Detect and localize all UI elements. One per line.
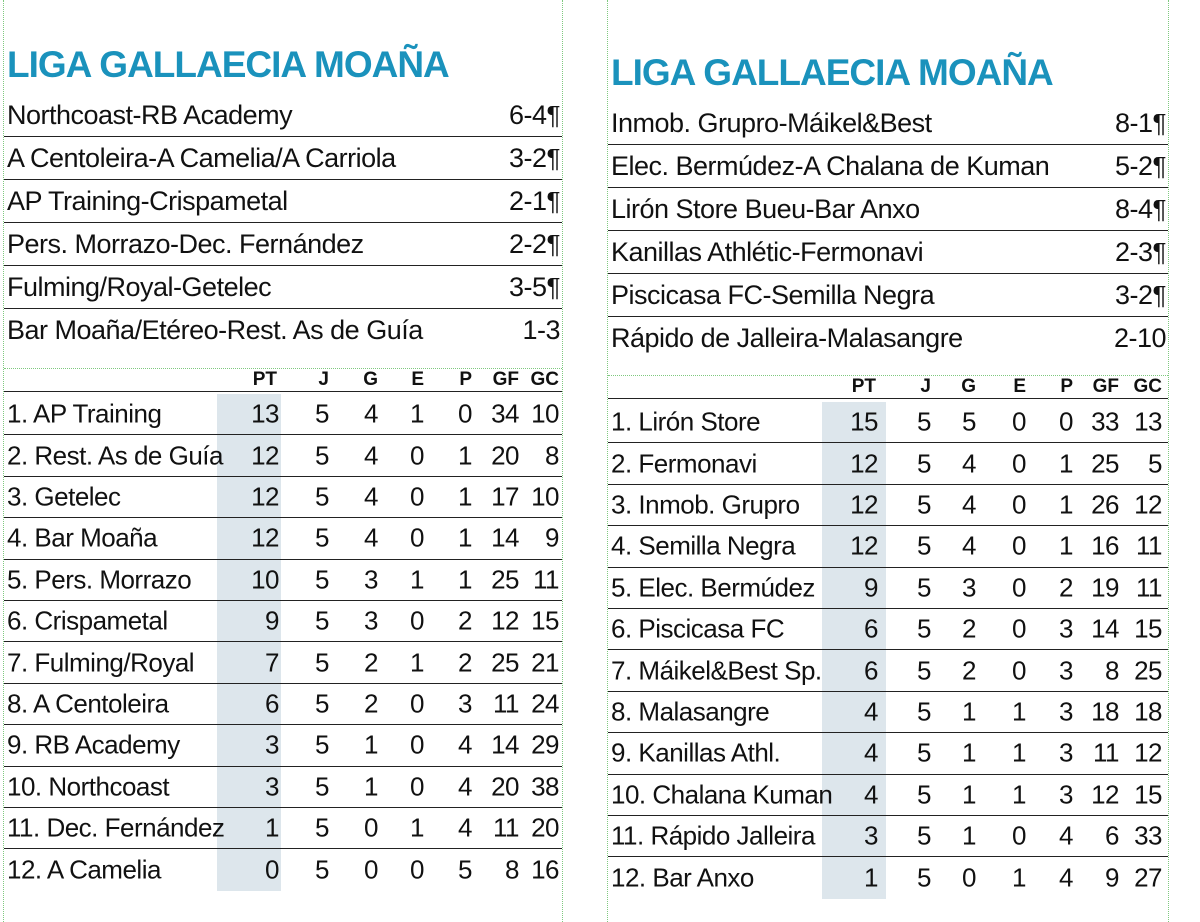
team-name: 3. Getelec (7, 481, 121, 512)
standings-row (4, 394, 562, 435)
match-teams: Kanillas Athlétic-Fermonavi (611, 236, 924, 267)
stat-j: 5 (917, 779, 931, 810)
stat-gc: 15 (1134, 613, 1162, 644)
stat-pt: 3 (265, 729, 279, 760)
stat-gc: 9 (545, 522, 559, 553)
stat-j: 5 (917, 406, 931, 437)
stat-j: 5 (917, 862, 931, 893)
standings-row (4, 808, 562, 849)
match-result-row (4, 309, 562, 352)
stat-g: 1 (962, 779, 976, 810)
stat-pt: 12 (850, 448, 878, 479)
stat-gc: 27 (1134, 862, 1162, 893)
stat-gf: 18 (1091, 696, 1119, 727)
stat-gc: 25 (1134, 655, 1162, 686)
stat-j: 5 (315, 522, 329, 553)
stat-pt: 9 (265, 605, 279, 636)
match-score: 2-10 (1113, 323, 1166, 353)
stat-e: 0 (1012, 448, 1026, 479)
stat-e: 0 (410, 854, 424, 885)
stat-pt: 4 (864, 737, 878, 768)
stat-gc: 16 (531, 854, 559, 885)
stat-gc: 29 (531, 729, 559, 760)
stat-pt: 9 (864, 572, 878, 603)
stat-e: 0 (410, 729, 424, 760)
stat-p: 3 (1059, 655, 1073, 686)
stat-gf: 25 (1091, 448, 1119, 479)
standings-row (608, 526, 1168, 567)
match-score: 1-3 (522, 315, 560, 345)
stat-g: 0 (962, 862, 976, 893)
stat-e: 0 (1012, 530, 1026, 561)
stat-j: 5 (315, 440, 329, 471)
column-header-gf: GF (492, 369, 519, 390)
stat-g: 4 (364, 522, 378, 553)
stat-gc: 24 (531, 688, 559, 719)
match-teams: Bar Moaña/Etéreo-Rest. As de Guía (7, 315, 423, 345)
team-name: 10. Northcoast (7, 771, 170, 802)
stat-p: 4 (1059, 820, 1073, 851)
stat-g: 4 (962, 448, 976, 479)
stat-g: 4 (962, 530, 976, 561)
stat-j: 5 (315, 688, 329, 719)
standings-row (4, 518, 562, 559)
match-teams: Northcoast-RB Academy (7, 99, 293, 130)
team-name: 5. Pers. Morrazo (7, 564, 192, 595)
stat-gf: 14 (491, 522, 519, 553)
stat-e: 0 (1012, 820, 1026, 851)
standings-row (4, 435, 562, 476)
standings-row (608, 733, 1168, 774)
stat-g: 1 (364, 729, 378, 760)
match-teams: Elec. Bermúdez-A Chalana de Kuman (611, 150, 1050, 181)
stat-gc: 15 (1134, 779, 1162, 810)
column-header-p: P (1060, 376, 1073, 397)
league-title: LIGA GALLAECIA MOAÑA (7, 44, 449, 85)
stat-e: 0 (1012, 613, 1026, 644)
standings-row (4, 642, 562, 683)
column-header-e: E (1013, 376, 1026, 397)
standings-row (4, 849, 562, 890)
team-name: 8. A Centoleira (7, 688, 169, 719)
stat-g: 1 (962, 737, 976, 768)
stat-p: 3 (458, 688, 472, 719)
stat-g: 4 (364, 481, 378, 512)
stat-e: 0 (410, 440, 424, 471)
match-teams: Piscicasa FC-Semilla Negra (611, 279, 935, 310)
stat-pt: 3 (265, 771, 279, 802)
match-result-row (608, 188, 1168, 231)
stat-g: 1 (962, 696, 976, 727)
column-header-pt: PT (851, 376, 876, 397)
stat-gf: 20 (491, 771, 519, 802)
team-name: 7. Fulming/Royal (7, 647, 195, 678)
team-name: 12. Bar Anxo (611, 862, 754, 893)
stat-g: 5 (962, 406, 976, 437)
stat-gc: 10 (531, 398, 559, 429)
stat-p: 1 (1059, 448, 1073, 479)
column-header-g: G (961, 376, 976, 397)
team-name: 12. A Camelia (7, 854, 161, 885)
stat-e: 0 (1012, 489, 1026, 520)
stat-j: 5 (917, 489, 931, 520)
standings-row (608, 692, 1168, 733)
stat-pt: 4 (864, 779, 878, 810)
stat-gf: 8 (1105, 655, 1119, 686)
left-column (3, 0, 563, 922)
stat-j: 5 (315, 647, 329, 678)
stat-g: 1 (962, 820, 976, 851)
standings-row (608, 485, 1168, 526)
team-name: 6. Crispametal (7, 605, 168, 636)
stat-gf: 12 (1091, 779, 1119, 810)
stat-pt: 12 (850, 489, 878, 520)
stat-pt: 0 (265, 854, 279, 885)
match-teams: Fulming/Royal-Getelec (7, 271, 272, 302)
stat-pt: 6 (864, 655, 878, 686)
stat-j: 5 (917, 655, 931, 686)
team-name: 11. Rápido Jalleira (611, 820, 815, 851)
stat-e: 1 (1012, 737, 1026, 768)
stat-j: 5 (315, 398, 329, 429)
stat-gf: 17 (491, 481, 519, 512)
stat-e: 1 (1012, 696, 1026, 727)
standings-row (4, 560, 562, 601)
stat-j: 5 (315, 771, 329, 802)
stat-gf: 20 (491, 440, 519, 471)
column-header-j: J (920, 376, 931, 397)
stat-g: 4 (364, 440, 378, 471)
team-name: 8. Malasangre (611, 696, 770, 727)
match-result-row (4, 266, 562, 309)
stat-p: 4 (458, 812, 472, 843)
standings-row (4, 684, 562, 725)
stat-p: 0 (458, 398, 472, 429)
standings-row (608, 609, 1168, 650)
match-result-row (608, 145, 1168, 188)
match-score: 2-1 ¶ (509, 186, 560, 217)
stat-g: 0 (364, 854, 378, 885)
stat-pt: 10 (251, 564, 279, 595)
stat-g: 3 (364, 564, 378, 595)
stat-gc: 11 (1136, 572, 1162, 603)
match-result-row (608, 317, 1168, 360)
stat-e: 0 (410, 522, 424, 553)
stat-p: 1 (458, 440, 472, 471)
stat-gf: 16 (1091, 530, 1119, 561)
stat-j: 5 (315, 481, 329, 512)
column-header-e: E (411, 369, 424, 390)
team-name: 7. Máikel&Best Sp. (611, 655, 822, 686)
stat-e: 0 (1012, 655, 1026, 686)
stat-g: 4 (962, 489, 976, 520)
stat-pt: 12 (850, 530, 878, 561)
stat-j: 5 (315, 812, 329, 843)
team-name: 9. Kanillas Athl. (611, 737, 781, 768)
stat-j: 5 (315, 729, 329, 760)
match-score: 6-4 ¶ (509, 100, 560, 131)
column-header-p: P (459, 369, 472, 390)
stat-gc: 12 (1134, 489, 1162, 520)
stat-gf: 11 (493, 812, 519, 843)
stat-pt: 7 (265, 647, 279, 678)
stat-j: 5 (917, 820, 931, 851)
stat-j: 5 (917, 737, 931, 768)
stat-p: 4 (458, 771, 472, 802)
column-header-gc: GC (1133, 376, 1162, 397)
team-name: 2. Fermonavi (611, 448, 757, 479)
stat-j: 5 (315, 605, 329, 636)
standings-header (608, 375, 1168, 399)
stat-gc: 8 (545, 440, 559, 471)
team-name: 4. Semilla Negra (611, 530, 796, 561)
stat-gf: 6 (1105, 820, 1119, 851)
stat-gf: 12 (491, 605, 519, 636)
stat-gf: 14 (491, 729, 519, 760)
stat-e: 0 (410, 605, 424, 636)
stat-pt: 1 (864, 862, 878, 893)
stat-pt: 12 (251, 481, 279, 512)
stat-p: 2 (1059, 572, 1073, 603)
stat-g: 2 (962, 613, 976, 644)
standings-header (4, 368, 562, 392)
stat-gc: 11 (1136, 530, 1162, 561)
league-title: LIGA GALLAECIA MOAÑA (611, 52, 1053, 93)
standings-row (608, 402, 1168, 443)
right-column (607, 0, 1169, 922)
team-name: 2. Rest. As de Guía (7, 440, 223, 471)
stat-gc: 5 (1148, 448, 1162, 479)
stat-e: 1 (410, 812, 424, 843)
stat-p: 2 (458, 605, 472, 636)
stat-gc: 15 (531, 605, 559, 636)
standings-row (608, 568, 1168, 609)
team-name: 11. Dec. Fernández (7, 812, 225, 843)
match-teams: A Centoleira-A Camelia/A Carriola (7, 142, 396, 173)
stat-e: 0 (410, 688, 424, 719)
stat-gf: 11 (493, 688, 519, 719)
stat-gf: 11 (1093, 737, 1119, 768)
stat-j: 5 (917, 613, 931, 644)
stat-pt: 6 (265, 688, 279, 719)
team-name: 1. AP Training (7, 398, 162, 429)
stat-gf: 25 (491, 564, 519, 595)
stat-p: 3 (1059, 779, 1073, 810)
stat-pt: 15 (850, 406, 878, 437)
stat-p: 3 (1059, 696, 1073, 727)
match-result-row (4, 180, 562, 223)
stat-j: 5 (917, 696, 931, 727)
stat-gc: 12 (1134, 737, 1162, 768)
stat-p: 1 (458, 564, 472, 595)
match-score: 3-2 ¶ (1115, 280, 1166, 311)
column-header-g: G (363, 369, 378, 390)
column-header-j: J (318, 369, 329, 390)
stat-gc: 33 (1134, 820, 1162, 851)
team-name: 6. Piscicasa FC (611, 613, 785, 644)
match-score: 5-2 ¶ (1115, 151, 1166, 182)
stat-p: 3 (1059, 737, 1073, 768)
column-header-pt: PT (252, 369, 277, 390)
match-score: 8-4 ¶ (1115, 194, 1166, 225)
standings-row (4, 601, 562, 642)
standings-row (4, 477, 562, 518)
stat-j: 5 (315, 564, 329, 595)
stat-g: 2 (364, 688, 378, 719)
match-score: 8-1 ¶ (1115, 108, 1166, 139)
stat-e: 1 (410, 564, 424, 595)
stat-p: 1 (458, 481, 472, 512)
match-teams: Pers. Morrazo-Dec. Fernández (7, 228, 364, 259)
stat-j: 5 (917, 572, 931, 603)
stat-e: 0 (1012, 406, 1026, 437)
match-teams: Inmob. Grupro-Máikel&Best (611, 107, 932, 138)
stat-j: 5 (917, 530, 931, 561)
team-name: 1. Lirón Store (611, 406, 761, 437)
stat-gf: 9 (1105, 862, 1119, 893)
standings-row (608, 443, 1168, 484)
team-name: 3. Inmob. Grupro (611, 489, 800, 520)
stat-gf: 33 (1091, 406, 1119, 437)
stat-gf: 8 (505, 854, 519, 885)
stat-g: 3 (364, 605, 378, 636)
standings-row (4, 725, 562, 766)
stat-p: 0 (1059, 406, 1073, 437)
stat-gc: 11 (533, 564, 559, 595)
match-result-row (608, 231, 1168, 274)
team-name: 4. Bar Moaña (7, 522, 158, 553)
stat-p: 1 (1059, 489, 1073, 520)
stat-gf: 34 (491, 398, 519, 429)
stat-pt: 3 (864, 820, 878, 851)
stat-e: 0 (410, 481, 424, 512)
stat-e: 1 (410, 398, 424, 429)
match-score: 3-5 ¶ (509, 272, 560, 303)
stat-g: 2 (962, 655, 976, 686)
stat-e: 1 (1012, 779, 1026, 810)
stat-g: 3 (962, 572, 976, 603)
stat-e: 1 (410, 647, 424, 678)
stat-e: 0 (410, 771, 424, 802)
team-name: 9. RB Academy (7, 729, 180, 760)
match-score: 2-3 ¶ (1115, 237, 1166, 268)
stat-pt: 6 (864, 613, 878, 644)
stat-gc: 13 (1134, 406, 1162, 437)
match-result-row (4, 94, 562, 137)
stat-gf: 19 (1091, 572, 1119, 603)
stat-e: 1 (1012, 862, 1026, 893)
stat-gf: 26 (1091, 489, 1119, 520)
standings-row (608, 857, 1168, 898)
match-teams: Rápido de Jalleira-Malasangre (611, 323, 963, 353)
standings-row (608, 650, 1168, 691)
stat-j: 5 (315, 854, 329, 885)
stat-p: 1 (1059, 530, 1073, 561)
match-result-row (608, 274, 1168, 317)
stat-p: 5 (458, 854, 472, 885)
stat-gc: 20 (531, 812, 559, 843)
stat-gf: 25 (491, 647, 519, 678)
stat-g: 4 (364, 398, 378, 429)
stat-p: 3 (1059, 613, 1073, 644)
match-result-row (608, 102, 1168, 145)
stat-j: 5 (917, 448, 931, 479)
match-teams: AP Training-Crispametal (7, 185, 288, 216)
stat-g: 1 (364, 771, 378, 802)
column-header-gc: GC (530, 369, 559, 390)
stat-pt: 4 (864, 696, 878, 727)
stat-p: 4 (458, 729, 472, 760)
match-teams: Lirón Store Bueu-Bar Anxo (611, 193, 920, 224)
stat-p: 4 (1059, 862, 1073, 893)
stat-g: 2 (364, 647, 378, 678)
stat-gc: 18 (1134, 696, 1162, 727)
team-name: 10. Chalana Kuman (611, 779, 833, 810)
stat-pt: 12 (251, 440, 279, 471)
stat-pt: 1 (265, 812, 279, 843)
stat-e: 0 (1012, 572, 1026, 603)
stat-pt: 12 (251, 522, 279, 553)
stat-pt: 13 (251, 398, 279, 429)
match-result-row (4, 137, 562, 180)
match-score: 3-2 ¶ (509, 143, 560, 174)
standings-row (608, 775, 1168, 816)
stat-g: 0 (364, 812, 378, 843)
stat-gc: 10 (531, 481, 559, 512)
stat-p: 2 (458, 647, 472, 678)
team-name: 5. Elec. Bermúdez (611, 572, 815, 603)
stat-p: 1 (458, 522, 472, 553)
stat-gc: 38 (531, 771, 559, 802)
standings-row (608, 816, 1168, 857)
stat-gf: 14 (1091, 613, 1119, 644)
match-score: 2-2 ¶ (509, 229, 560, 260)
stat-gc: 21 (531, 647, 559, 678)
match-result-row (4, 223, 562, 266)
standings-row (4, 767, 562, 808)
column-header-gf: GF (1092, 376, 1119, 397)
